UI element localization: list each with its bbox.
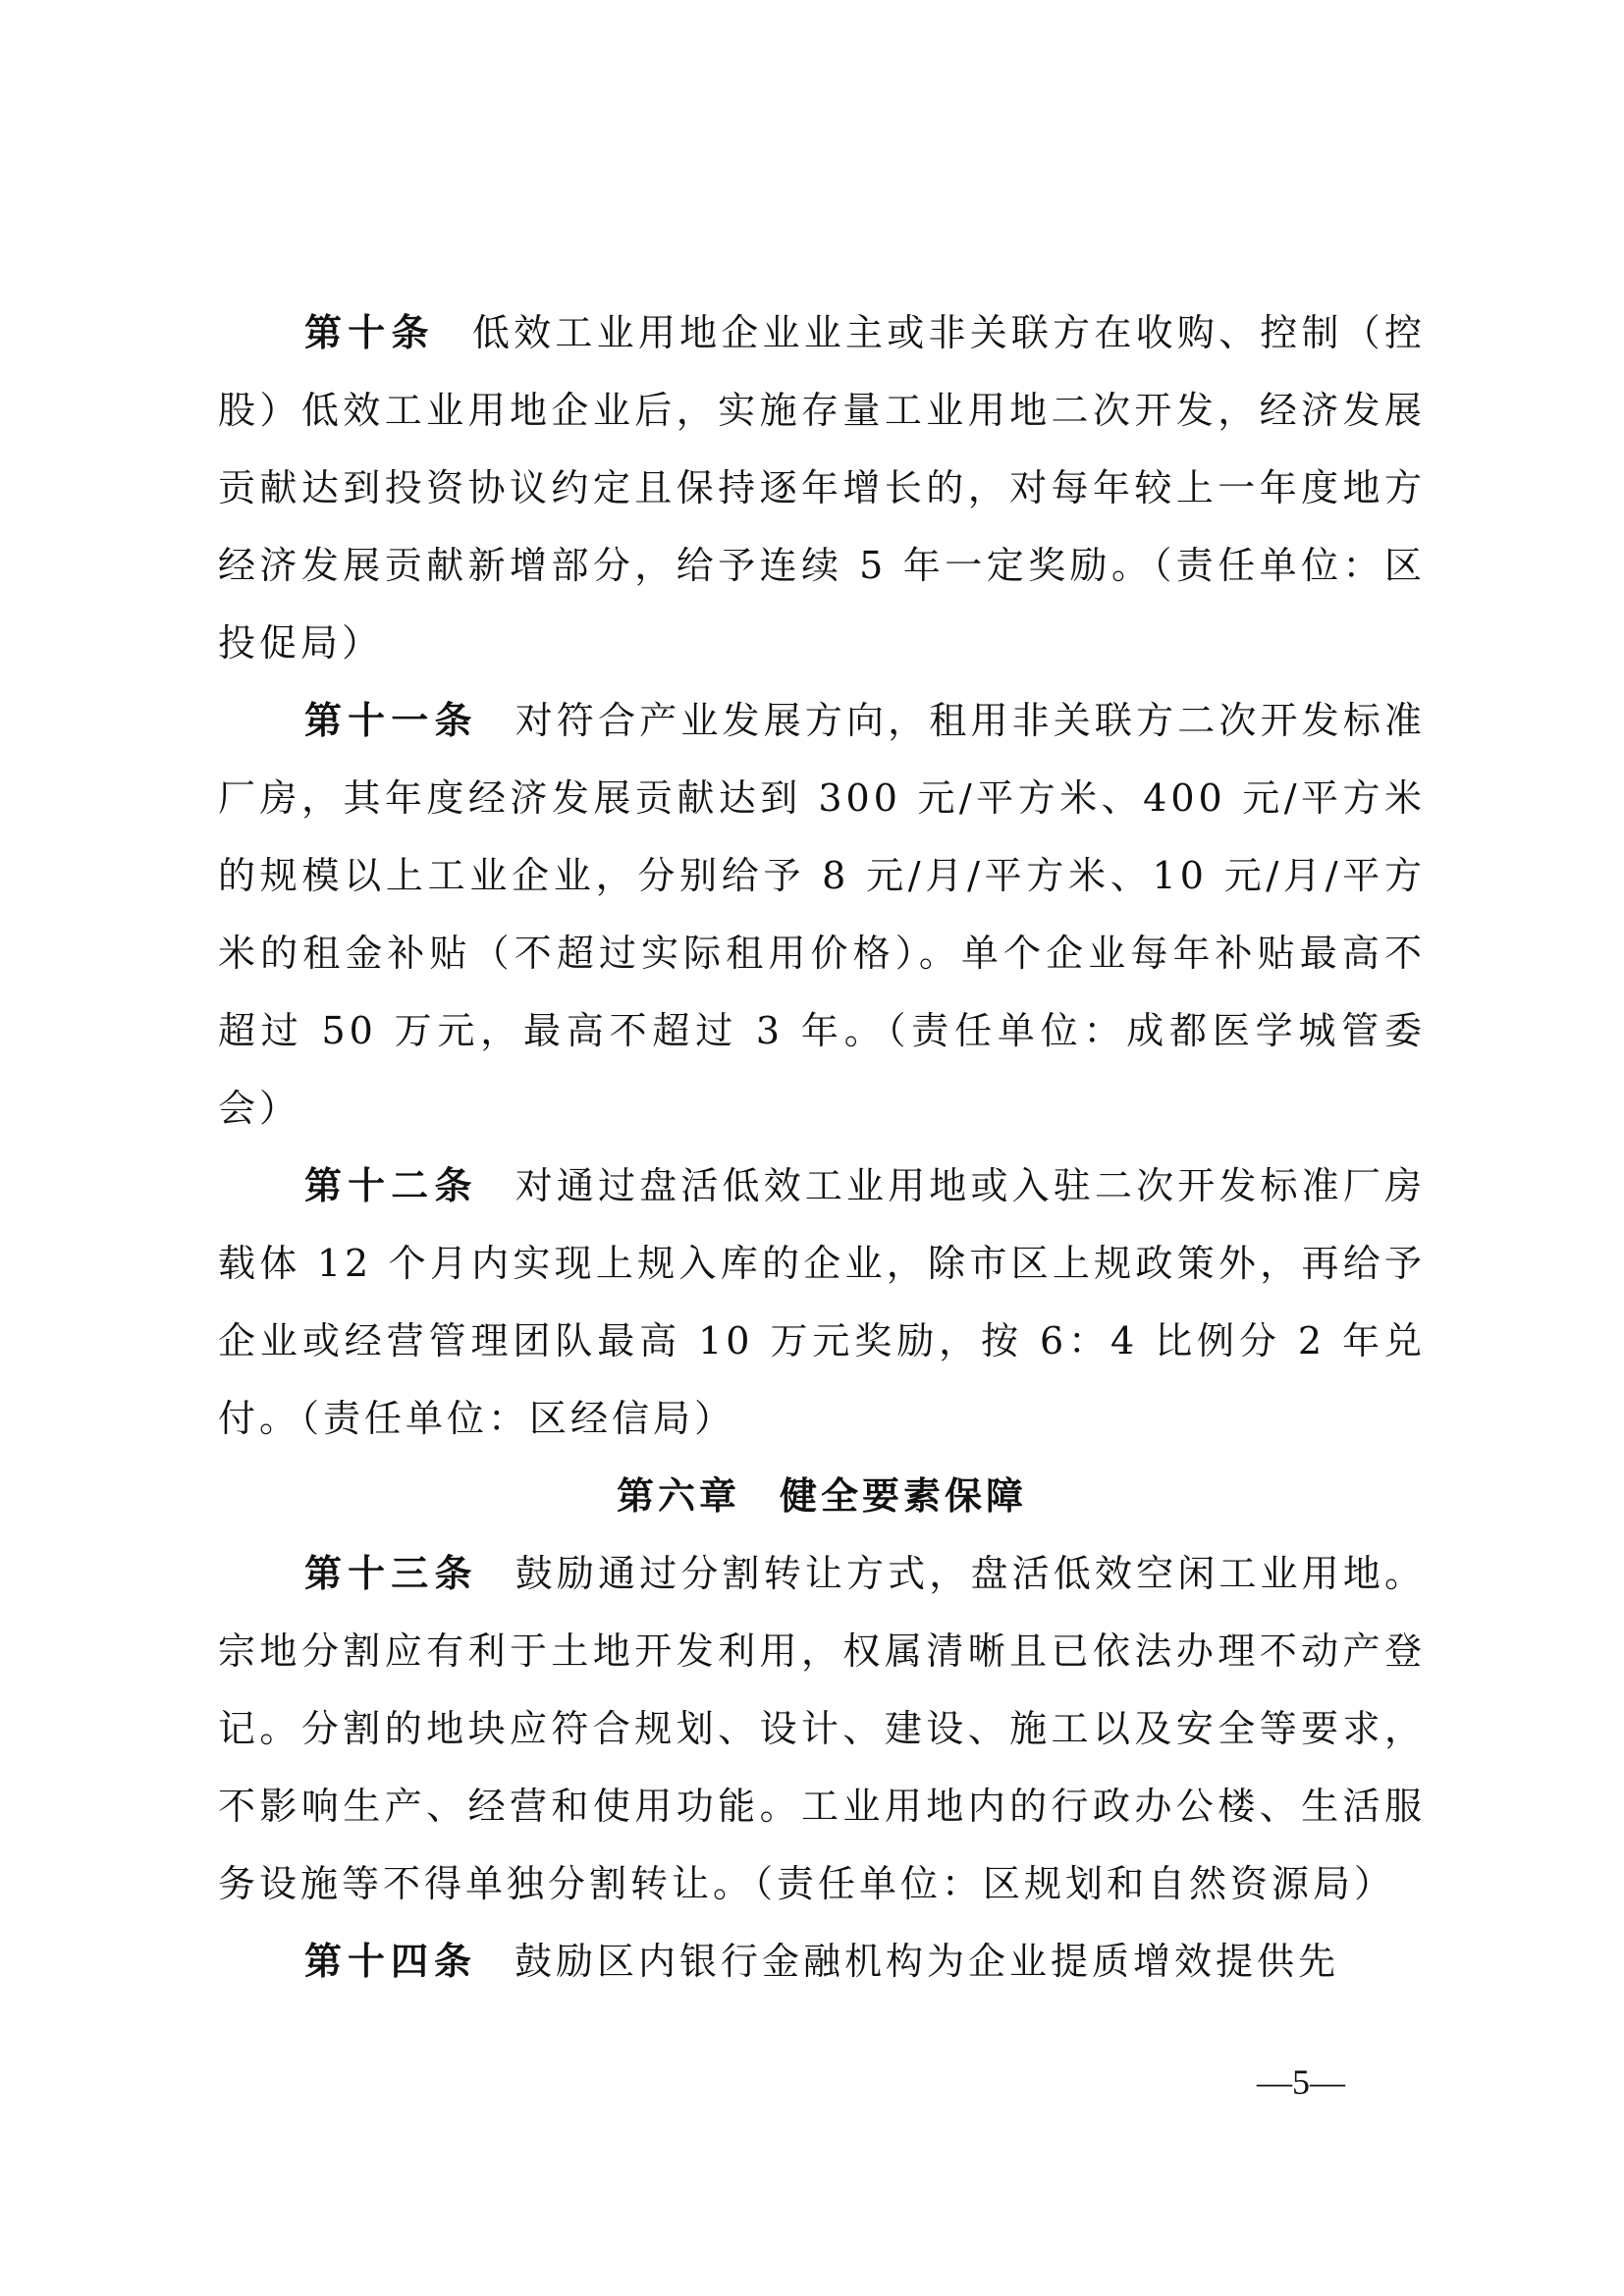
article-text: 鼓励区内银行金融机构为企业提质增效提供先 (514, 1940, 1340, 1983)
document-body (218, 294, 1426, 2001)
chapter-title: 健全要素保障 (780, 1474, 1028, 1518)
article-13 (218, 1535, 1426, 1923)
page-number: —5— (1257, 2062, 1345, 2102)
article-10 (218, 294, 1426, 682)
chapter-number: 第六章 (616, 1474, 740, 1518)
article-11 (218, 682, 1426, 1148)
article-number: 第十一条 (304, 699, 478, 742)
article-number: 第十二条 (304, 1164, 478, 1207)
article-number: 第十三条 (304, 1552, 478, 1595)
article-text: 鼓励通过分割转让方式，盘活低效空闲工业用地。宗地分割应有利于土地开发利用，权属清晰且已依法办理不动产登记。分割的地块应符合规划、设计、建设、施工以及安全等要求，不影响生产、经营和使用功能。工业用地内的行政办公楼、生活服务设施等不得单独分割转让。（责任单位：区规划和自然资源局） (218, 1552, 1426, 1905)
chapter-heading (218, 1458, 1426, 1535)
article-number: 第十条 (304, 311, 435, 354)
article-14 (218, 1923, 1426, 2001)
article-number: 第十四条 (304, 1940, 478, 1983)
article-text: 对符合产业发展方向，租用非关联方二次开发标准厂房，其年度经济发展贡献达到 300 元/平方米、400 元/平方米的规模以上工业企业，分别给予 8 元/月/平方米、10 元/月/平方米的租金补贴（不超过实际租用价格）。单个企业每年补贴最高不超过 50 万元，最高不超过 3 年。（责任单位：成都医学城管委会） (218, 699, 1426, 1130)
article-text: 低效工业用地企业业主或非关联方在收购、控制（控股）低效工业用地企业后，实施存量工业用地二次开发，经济发展贡献达到投资协议约定且保持逐年增长的，对每年较上一年度地方经济发展贡献新增部分，给予连续 5 年一定奖励。（责任单位：区投促局） (218, 311, 1426, 665)
article-12 (218, 1148, 1426, 1458)
article-text: 对通过盘活低效工业用地或入驻二次开发标准厂房载体 12 个月内实现上规入库的企业，除市区上规政策外，再给予企业或经营管理团队最高 10 万元奖励，按 6：4 比例分 2 年兑付。（责任单位：区经信局） (218, 1164, 1426, 1440)
